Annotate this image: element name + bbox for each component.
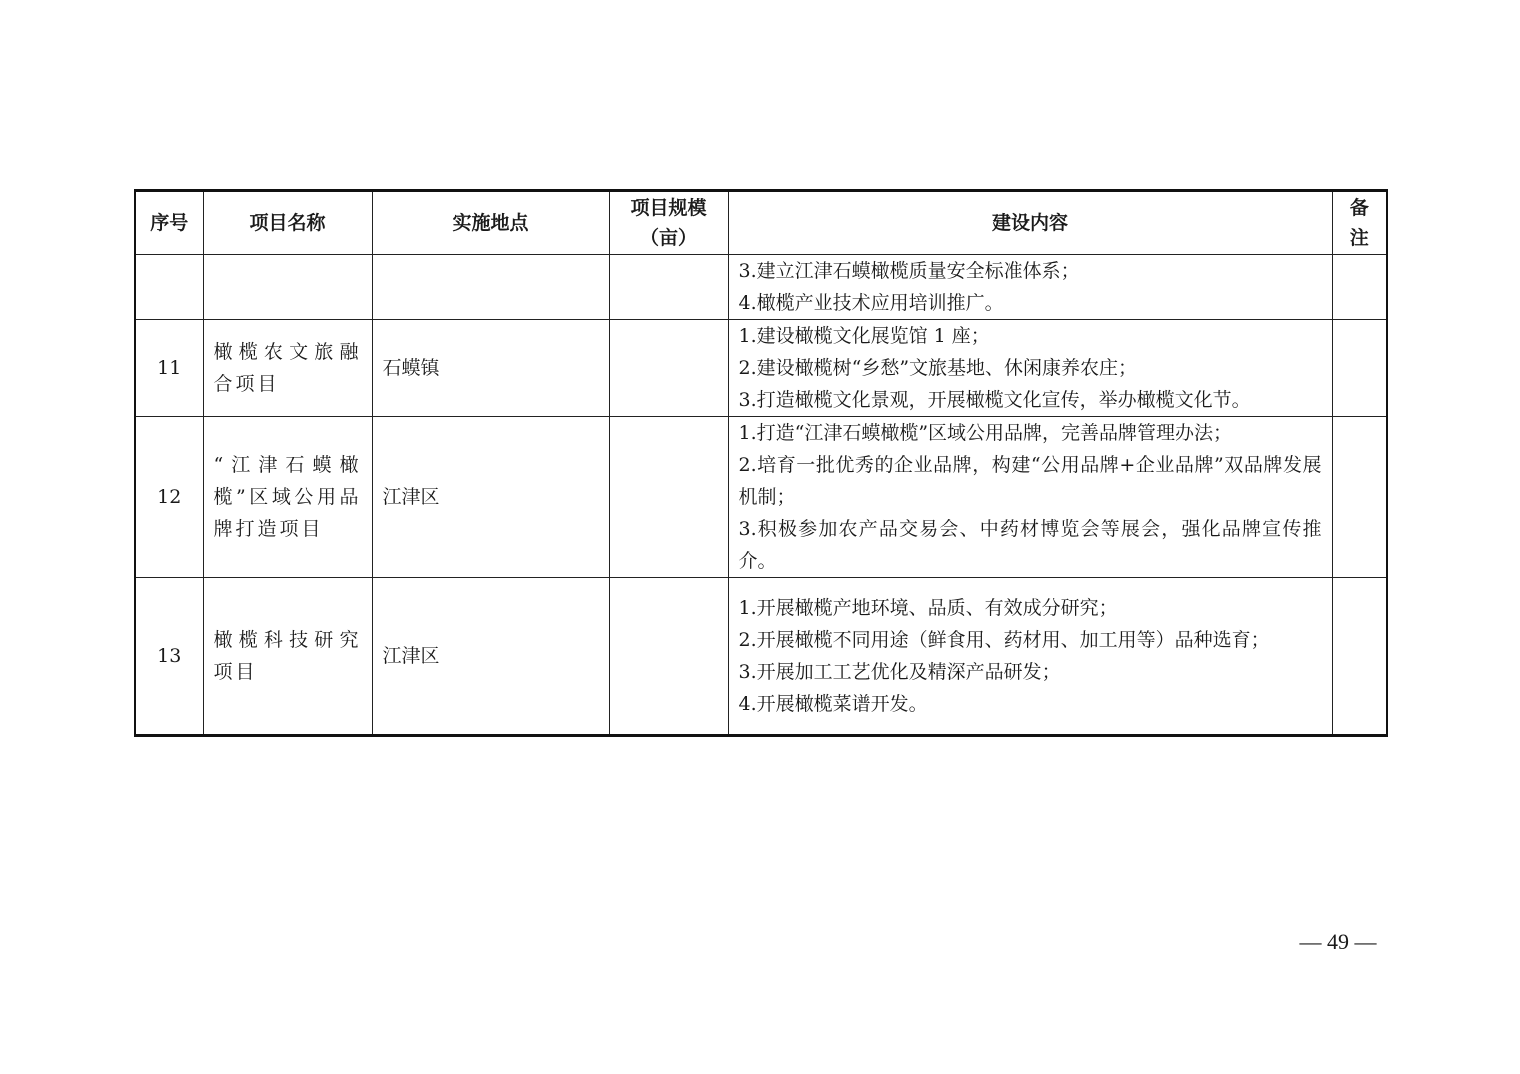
content-line: 3.开展加工工艺优化及精深产品研发； [738,661,1061,683]
header-scale [609,191,728,255]
row-name: “江津石蟆橄榄”区域公用品牌打造项目 [203,417,372,578]
row-remark [1332,255,1387,320]
content-line: 1.建设橄榄文化展览馆 1 座； [738,325,990,347]
row-content [728,578,1332,736]
row-location: 石蟆镇 [372,320,609,417]
row-remark [1332,578,1387,736]
row-scale [609,255,728,320]
header-scale-line2: （亩） [639,227,697,249]
table-row [135,255,1387,320]
row-remark [1332,417,1387,578]
row-content [728,320,1332,417]
content-line: 1.打造“江津石蟆橄榄”区域公用品牌，完善品牌管理办法； [738,422,1233,444]
header-name: 项目名称 [203,191,372,255]
row-location: 江津区 [372,417,609,578]
row-num: 13 [135,578,203,736]
content-line: 4.开展橄榄菜谱开发。 [738,693,928,715]
row-scale [609,417,728,578]
table-row [135,578,1387,736]
content-line: 2.培育一批优秀的企业品牌，构建“公用品牌+企业品牌”双品牌发展机制； [738,454,1322,508]
row-name: 橄榄科技研究项目 [203,578,372,736]
row-name [203,255,372,320]
content-line: 4.橄榄产业技术应用培训推广。 [738,292,1004,314]
header-scale-line1: 项目规模 [630,197,707,219]
row-location [372,255,609,320]
header-remark-line1: 备 [1349,197,1369,219]
row-content [728,417,1332,578]
page-number: — 49 — [1299,929,1377,954]
table-row [135,320,1387,417]
project-table [134,189,1388,737]
content-line: 2.建设橄榄树“乡愁”文旅基地、休闲康养农庄； [738,357,1138,379]
row-name: 橄榄农文旅融合项目 [203,320,372,417]
row-num [135,255,203,320]
row-num: 11 [135,320,203,417]
content-line: 1.开展橄榄产地环境、品质、有效成分研究； [738,597,1118,619]
content-line: 3.建立江津石蟆橄榄质量安全标准体系； [738,260,1080,282]
header-remark-line2: 注 [1349,227,1369,249]
header-location: 实施地点 [372,191,609,255]
row-scale [609,578,728,736]
content-line: 3.积极参加农产品交易会、中药材博览会等展会，强化品牌宣传推介。 [738,518,1322,572]
table-header-row [135,191,1387,255]
table-row [135,417,1387,578]
row-num: 12 [135,417,203,578]
row-scale [609,320,728,417]
header-num: 序号 [135,191,203,255]
row-content [728,255,1332,320]
row-remark [1332,320,1387,417]
content-line: 2.开展橄榄不同用途（鲜食用、药材用、加工用等）品种选育； [738,629,1270,651]
header-content: 建设内容 [728,191,1332,255]
row-location: 江津区 [372,578,609,736]
content-line: 3.打造橄榄文化景观，开展橄榄文化宣传，举办橄榄文化节。 [738,389,1251,411]
header-remark [1332,191,1387,255]
